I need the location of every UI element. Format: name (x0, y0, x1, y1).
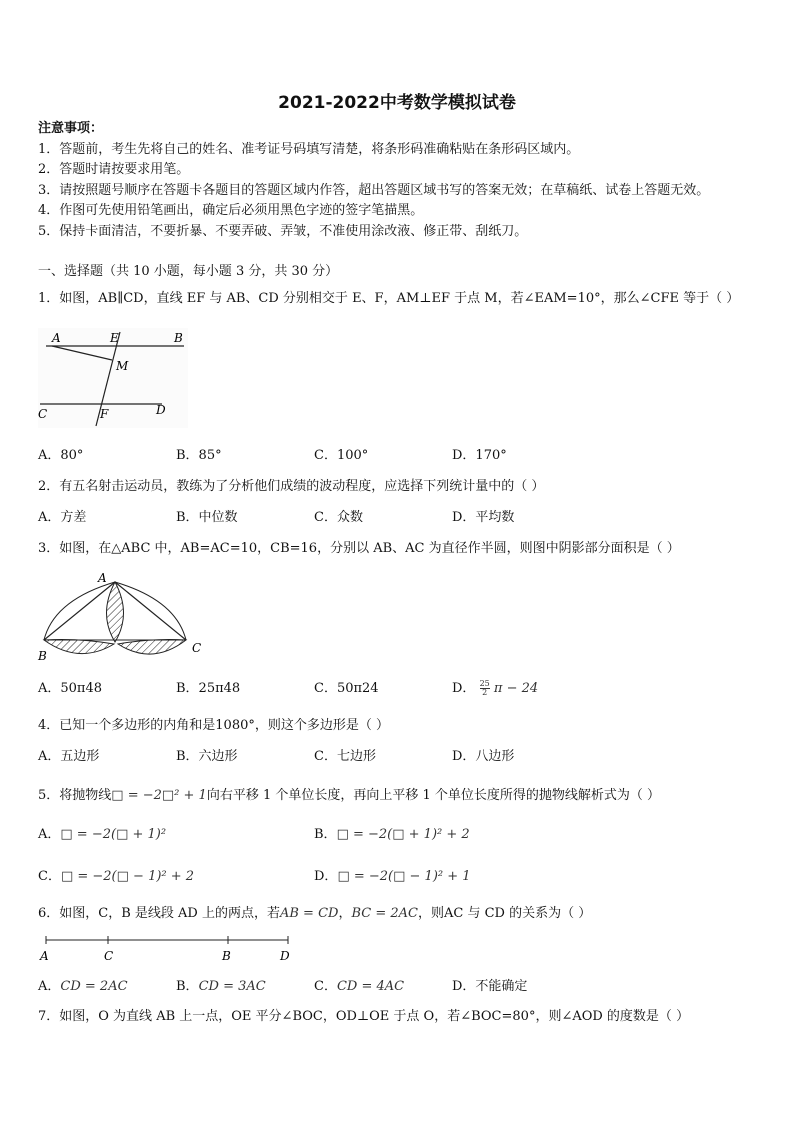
notice-item: 3．请按照题号顺序在答题卡各题目的答题区域内作答，超出答题区域书写的答案无效；在草稿纸、试卷上答题无效。 (38, 183, 710, 198)
question-2-option-d: D．平均数 (452, 510, 515, 525)
question-6-figure (38, 932, 298, 964)
question-6-option-c (314, 978, 404, 996)
question-5-option-a (38, 826, 166, 844)
figure-label: B (174, 331, 183, 345)
question-4-option-a: A．五边形 (38, 749, 100, 764)
question-4-option-c: C．七边形 (314, 749, 376, 764)
section-heading: 一、选择题（共 10 小题，每小题 3 分，共 30 分） (38, 264, 339, 279)
question-4-stem: 4．已知一个多边形的内角和是1080°，则这个多边形是（ ） (38, 718, 389, 733)
question-6-option-a (38, 978, 128, 996)
math-expression: CD = 3AC (198, 979, 266, 994)
notice-item: 2．答题时请按要求用笔。 (38, 162, 190, 177)
figure-label: C (192, 641, 202, 655)
question-3-option-b: B．25π48 (176, 681, 241, 696)
notice-item: 4．作图可先使用铅笔画出，确定后必须用黑色字迹的签字笔描黑。 (38, 203, 424, 218)
option-label: C． (38, 869, 61, 884)
question-1-stem: 1．如图，AB∥CD，直线 EF 与 AB、CD 分别相交于 E、F，AM⊥EF 于点 M，若∠EAM=10°，那么∠CFE 等于（ ） (38, 291, 740, 306)
math-expression: □ = −2□² + 1 (111, 788, 207, 803)
math-expression: □ = −2(□ + 1)² + 2 (336, 827, 470, 842)
question-5-option-b (314, 826, 470, 844)
question-3-option-d (452, 680, 538, 698)
option-label: D． (452, 681, 476, 696)
stem-text: ， (338, 906, 352, 921)
question-2-option-c: C．众数 (314, 510, 363, 525)
question-6-option-b (176, 978, 266, 996)
question-3-stem: 3．如图，在△ABC 中，AB=AC=10，CB=16，分别以 AB、AC 为直径作半圆，则图中阴影部分面积是（ ） (38, 541, 680, 556)
question-4-option-d: D．八边形 (452, 749, 515, 764)
math-expression: □ = −2(□ − 1)² + 1 (337, 869, 471, 884)
figure-label: E (110, 331, 119, 345)
notice-item: 5．保持卡面清洁，不要折暴、不要弄破、弄皱，不准使用涂改液、修正带、刮纸刀。 (38, 224, 528, 239)
math-expression: □ = −2(□ + 1)² (60, 827, 167, 842)
question-7-stem: 7．如图，O 为直线 AB 上一点，OE 平分∠BOC，OD⊥OE 于点 O，若∠BOC=80°，则∠AOD 的度数是（ ） (38, 1009, 690, 1024)
fraction (480, 680, 490, 697)
figure-label: F (100, 407, 109, 421)
figure-label: B (222, 949, 231, 963)
math-expression: CD = 4AC (336, 979, 405, 994)
figure-label: A (98, 571, 107, 585)
question-3-option-a: A．50π48 (38, 681, 103, 696)
figure-label: M (116, 359, 129, 373)
figure-label: A (52, 331, 61, 345)
option-label: A． (38, 979, 61, 994)
option-label: A． (38, 827, 61, 842)
question-2-stem: 2．有五名射击运动员，教练为了分析他们成绩的波动程度，应选择下列统计量中的（ ） (38, 479, 545, 494)
stem-text: 向右平移 1 个单位长度，再向上平移 1 个单位长度所得的抛物线解析式为（ ） (206, 788, 661, 803)
math-expression: BC = 2AC (351, 906, 418, 921)
fraction-numerator: 25 (479, 679, 490, 688)
math-expression: □ = −2(□ − 1)² + 2 (60, 869, 195, 884)
math-expression: π − 24 (493, 681, 539, 696)
stem-text: 5．将抛物线 (38, 788, 112, 803)
question-1-figure (38, 328, 188, 428)
question-1-option-c: C．100° (314, 448, 369, 463)
figure-label: C (104, 949, 114, 963)
option-label: C． (314, 979, 337, 994)
question-2-option-b: B．中位数 (176, 510, 238, 525)
question-5-option-c (38, 868, 194, 886)
question-2-option-a: A．方差 (38, 510, 87, 525)
figure-label: A (40, 949, 49, 963)
question-6-option-d: D．不能确定 (452, 979, 528, 994)
question-3-option-c: C．50π24 (314, 681, 379, 696)
figure-label: B (38, 649, 47, 663)
question-5-stem (38, 787, 660, 805)
stem-text: ，则AC 与 CD 的关系为（ ） (417, 906, 592, 921)
notice-heading: 注意事项： (38, 121, 104, 136)
option-label: B． (314, 827, 337, 842)
question-3-figure (34, 570, 214, 665)
question-1-option-b: B．85° (176, 448, 222, 463)
question-1-option-a: A．80° (38, 448, 84, 463)
math-expression: CD = 2AC (60, 979, 128, 994)
question-4-option-b: B．六边形 (176, 749, 238, 764)
figure-label: C (38, 407, 48, 421)
option-label: D． (314, 869, 338, 884)
exam-title: 2021-2022中考数学模拟试卷 (278, 93, 516, 113)
question-6-stem (38, 905, 591, 923)
question-1-option-d: D．170° (452, 448, 507, 463)
stem-text: 6．如图，C，B 是线段 AD 上的两点，若 (38, 906, 280, 921)
figure-label: D (156, 403, 166, 417)
fraction-denominator: 2 (482, 688, 488, 697)
notice-item: 1．答题前，考生先将自己的姓名、准考证号码填写清楚，将条形码准确粘贴在条形码区域内。 (38, 142, 580, 157)
figure-label: D (280, 949, 290, 963)
option-label: B． (176, 979, 199, 994)
math-expression: AB = CD (279, 906, 339, 921)
question-5-option-d (314, 868, 471, 886)
